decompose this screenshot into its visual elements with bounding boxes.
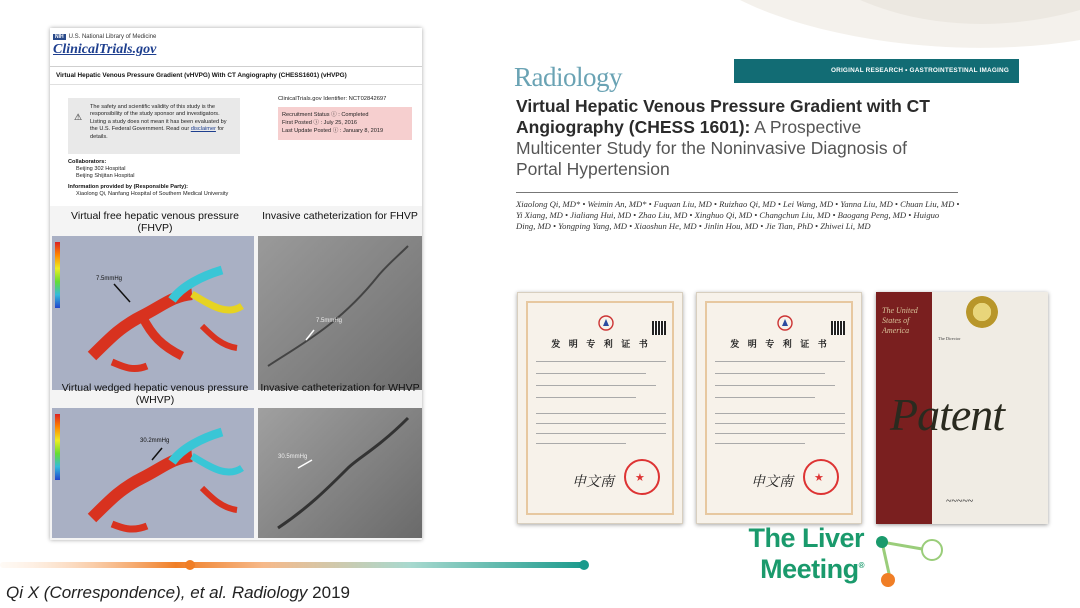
clinicaltrials-panel <box>50 28 422 540</box>
us-header: The United States of America <box>882 306 918 335</box>
study-identifier: ClinicalTrials.gov Identifier: NCT02842697 <box>278 96 387 102</box>
nlm-text: U.S. National Library of Medicine <box>68 34 157 40</box>
registered-mark: ® <box>858 561 864 570</box>
text-line <box>715 361 845 362</box>
caption-whvp-invasive: Invasive catheterization for WHVP <box>260 382 420 394</box>
text-line <box>715 373 825 374</box>
text-line <box>536 385 656 386</box>
collaborator-item: Beijing 302 Hospital <box>76 166 126 173</box>
status-box <box>278 107 412 140</box>
text-line <box>536 443 626 444</box>
first-posted: First Posted ⓘ : July 25, 2016 <box>282 120 357 126</box>
caption-whvp-model: Virtual wedged hepatic venous pressure (WHVP) <box>61 382 249 406</box>
patent-word: Patent <box>890 389 1005 440</box>
responsible-party: Xiaolong Qi, Nanfang Hospital of Southern Medical University <box>76 190 229 197</box>
text-line <box>715 397 815 398</box>
fhvp-model-image <box>52 236 254 390</box>
liver-meeting-logo <box>746 524 864 583</box>
collaborators-block <box>68 159 228 198</box>
qr-code-icon <box>831 321 845 335</box>
gold-seal-icon <box>966 296 998 328</box>
whvp-model-value: 30.2mmHg <box>140 438 170 444</box>
emblem-icon <box>777 315 793 331</box>
clinicaltrials-record <box>50 28 422 206</box>
clinicaltrials-logo[interactable]: ClinicalTrials.gov <box>53 42 157 57</box>
text-line <box>536 433 666 434</box>
logo-dots-icon <box>868 528 958 592</box>
certificate-title: 发 明 专 利 证 书 <box>730 339 830 349</box>
disclaimer-box <box>68 98 240 154</box>
author-list: Xiaolong Qi, MD* • Weimin An, MD* • Fuquan Liu, MD • Ruizhao Qi, MD • Lei Wang, MD • Yanna Liu, MD • Chuan Liu, MD • Yi Xiang, MD • Jialiang Hui, MD • Zhao Liu, MD • Xinghuo Qi, MD • Changchun Liu, MD • Baogang Peng, MD • Huiguo Ding, MD • Yongping Yang, MD • Xiaoshun He, MD • Jinlin Hou, MD • Jie Tian, PhD • Zhiwei Li, MD <box>516 199 960 231</box>
divider <box>50 66 422 67</box>
nlm-header <box>53 34 156 40</box>
chinese-patent-certificate-2 <box>696 292 862 524</box>
disclaimer-link[interactable]: disclaimer <box>190 126 216 133</box>
chinese-patent-certificate-1 <box>517 292 683 524</box>
collaborator-item: Beijing Shijitan Hospital <box>76 173 135 180</box>
citation-journal: Radiology <box>231 583 308 602</box>
disclaimer-text: The safety and scientific validity of this study is the responsibility of the study sponsor and investigators. Listing a study does not mean it has been evaluated by the U.S. Federal Government. Read our <box>90 104 227 133</box>
logo-line-1: The Liver <box>748 523 864 553</box>
paper-title-sub: A Prospective Multicenter Study for the Noninvasive Diagnosis of Portal Hypertension <box>516 117 908 179</box>
us-patent-certificate <box>876 292 1048 524</box>
footer-gradient-bar <box>0 559 600 571</box>
citation-year: 2019 <box>307 583 350 602</box>
text-line <box>536 397 636 398</box>
hvpg-figure <box>50 206 422 540</box>
catheter-trace <box>258 236 422 390</box>
text-line <box>715 385 835 386</box>
fhvp-model-value: 7.5mmHg <box>96 276 123 282</box>
whvp-invasive-value: 30.5mmHg <box>278 454 308 460</box>
text-line <box>536 413 666 414</box>
whvp-model-image <box>52 408 254 538</box>
text-line <box>715 413 845 414</box>
logo-line-2: Meeting <box>760 554 859 584</box>
star-icon: ★ <box>635 472 645 484</box>
text-line <box>536 423 666 424</box>
info-heading: Information provided by (Responsible Party): <box>68 183 188 190</box>
signature: ~~~~~ <box>946 496 974 507</box>
text-line <box>536 373 646 374</box>
text-line <box>715 423 845 424</box>
caption-fhvp-model: Virtual free hepatic venous pressure (FHVP) <box>71 210 239 234</box>
liver-vessel-render <box>52 236 254 390</box>
text-line <box>715 433 845 434</box>
citation-main: Qi X (Correspondence), et al. <box>6 583 232 602</box>
qr-code-icon <box>652 321 666 335</box>
liver-vessel-render <box>52 408 254 538</box>
recruitment-status: Recruitment Status ⓘ : Completed <box>282 112 369 118</box>
nih-badge: NIH <box>55 34 64 40</box>
radiology-logo: Radiology <box>514 62 622 92</box>
text-line <box>536 361 666 362</box>
last-update-posted: Last Update Posted ⓘ : January 8, 2019 <box>282 128 384 134</box>
caption-fhvp-invasive: Invasive catheterization for FHVP <box>262 210 418 222</box>
star-icon: ★ <box>814 472 824 484</box>
whvp-xray-image <box>258 408 422 538</box>
text-line <box>715 443 805 444</box>
warning-icon: ⚠ <box>74 112 83 122</box>
citation <box>6 583 350 603</box>
divider <box>50 84 422 85</box>
emblem-icon <box>598 315 614 331</box>
paper-title <box>516 96 946 180</box>
article-type-banner: ORIGINAL RESEARCH • GASTROINTESTINAL IMAGING <box>734 59 1019 83</box>
catheter-trace <box>258 408 422 538</box>
study-title: Virtual Hepatic Venous Pressure Gradient (vHVPG) With CT Angiography (CHESS1601) (vHVPG) <box>56 72 347 79</box>
collaborators-heading: Collaborators: <box>68 159 107 165</box>
fhvp-invasive-value: 7.5mmHg <box>316 318 343 324</box>
signature: 申文南 <box>572 475 614 490</box>
signature: 申文南 <box>751 475 793 490</box>
divider <box>516 192 958 193</box>
fhvp-xray-image <box>258 236 422 390</box>
disclaimer-end: for details. <box>90 126 225 140</box>
paper-title-main: Virtual Hepatic Venous Pressure Gradient with CT Angiography (CHESS 1601): <box>516 96 930 137</box>
us-director-heading: The Director <box>938 336 961 341</box>
certificate-title: 发 明 专 利 证 书 <box>551 339 651 349</box>
